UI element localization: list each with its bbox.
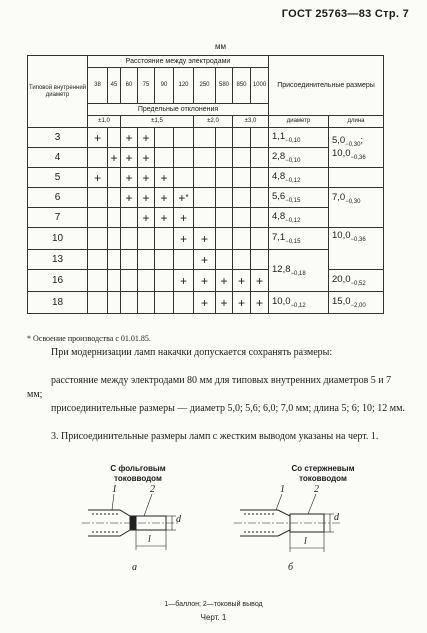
unit-label: мм — [215, 42, 226, 51]
distance-cell: 120 — [174, 68, 194, 104]
len-value: 10,0 — [332, 147, 351, 159]
plus-mark: + — [155, 188, 174, 208]
len-tol: −0,30 — [345, 141, 361, 148]
plus-mark: + — [174, 208, 194, 228]
semicolon: ; — [360, 134, 364, 146]
len-cell — [329, 292, 384, 314]
figure-legend: 1—баллон; 2—токовый вывод — [164, 601, 263, 608]
row-diameter: 13 — [28, 250, 88, 270]
fig-sub-b: б — [288, 562, 294, 573]
dia-cell — [269, 168, 329, 188]
dia-value: 4,8 — [272, 171, 286, 183]
dia-cell — [269, 188, 329, 208]
rod-lamp-figure — [234, 494, 340, 552]
plus-mark: + — [194, 228, 216, 250]
table-row — [28, 128, 384, 148]
dia-value: 10,0 — [272, 296, 291, 308]
table-row — [28, 292, 384, 314]
plus-mark: + — [88, 168, 108, 188]
plus-mark: + — [121, 148, 138, 168]
deviation-cell: ±3,0 — [233, 116, 269, 128]
fig-label-l: l — [148, 534, 151, 545]
row-diameter: 10 — [28, 228, 88, 250]
plus-mark: + — [138, 208, 155, 228]
table-row — [28, 270, 384, 292]
star-mark: * — [185, 192, 189, 202]
fig-label-1: 1 — [280, 484, 285, 495]
paragraph: расстояние между электродами 80 мм для типовых внутренних диаметров 5 и 7 мм; — [27, 375, 392, 400]
dia-tol: −0,15 — [285, 197, 301, 204]
plus-mark: + — [108, 148, 121, 168]
distance-cell: 38 — [88, 68, 108, 104]
len-value: 20,0 — [332, 274, 351, 286]
distance-cell: 580 — [216, 68, 233, 104]
plus-mark: + — [194, 292, 216, 314]
plus-mark: + — [155, 168, 174, 188]
plus-mark: + — [174, 228, 194, 250]
len-value: 5,0 — [332, 134, 346, 146]
dia-value: 5,6 — [272, 191, 286, 203]
figure-right-caption: Со стержневым токовводом — [291, 464, 355, 483]
plus-mark: + — [121, 188, 138, 208]
plus-mark-starred — [174, 188, 194, 208]
paragraph: При модернизации ламп накачки допускается сохранять размеры: — [51, 347, 333, 358]
paragraph: присоединительные размеры — диаметр 5,0; 5,6; 6,0; 7,0 мм; длина 5; 6; 10; 12 мм. — [51, 403, 405, 414]
fig-label-2: 2 — [150, 484, 155, 495]
dia-cell — [269, 292, 329, 314]
dia-tol: −0,12 — [285, 217, 301, 224]
plus-mark: + — [233, 292, 251, 314]
col-typical-diameter: Типовой внутренний диаметр — [28, 56, 88, 128]
len-tol: −0,52 — [350, 280, 366, 287]
len-cell — [329, 128, 384, 168]
dia-value: 4,8 — [272, 211, 286, 223]
row-diameter: 6 — [28, 188, 88, 208]
dia-tol: −0,18 — [290, 270, 306, 277]
plus-mark: + — [155, 208, 174, 228]
len-tol: −0,36 — [350, 236, 366, 243]
figure-left-caption: С фольговым токовводом — [110, 464, 166, 483]
spec-table — [27, 55, 384, 314]
dia-value: 1,1 — [272, 131, 286, 143]
len-cell — [329, 228, 384, 270]
page-header: ГОСТ 25763—83 Стр. 7 — [281, 8, 409, 20]
deviation-cell: ±1,0 — [88, 116, 121, 128]
col-length-header: длина — [329, 116, 384, 128]
row-diameter: 3 — [28, 128, 88, 148]
fig-sub-a: а — [132, 562, 137, 573]
distance-cell: 90 — [155, 68, 174, 104]
paragraph: 3. Присоединительные размеры ламп с жестким выводом указаны на черт. 1. — [51, 431, 379, 442]
dia-tol: −0,10 — [285, 137, 301, 144]
distance-cell: 250 — [194, 68, 216, 104]
plus-mark: + — [194, 270, 216, 292]
distance-cell: 1000 — [251, 68, 269, 104]
row-diameter: 7 — [28, 208, 88, 228]
dia-value: 12,8 — [272, 264, 291, 276]
plus-mark: + — [138, 148, 155, 168]
row-diameter: 4 — [28, 148, 88, 168]
dia-cell — [269, 228, 329, 250]
fig-label-1: 1 — [112, 484, 117, 495]
plus-mark: + — [233, 270, 251, 292]
len-value: 10,0 — [332, 230, 351, 241]
lamp-drawing — [0, 484, 427, 604]
len-value: 15,0 — [332, 296, 351, 308]
foil-lamp-figure — [82, 494, 180, 550]
group-distance-header: Расстояние между электродами — [88, 56, 269, 68]
plus-mark: + — [138, 168, 155, 188]
len-tol: −0,30 — [345, 198, 361, 205]
row-diameter: 5 — [28, 168, 88, 188]
col-diameter-header: диаметр — [269, 116, 329, 128]
dia-value: 2,8 — [272, 151, 286, 163]
plus-mark: + — [178, 190, 186, 205]
dia-cell — [269, 128, 329, 148]
plus-mark: + — [251, 292, 269, 314]
plus-mark: + — [138, 128, 155, 148]
len-value: 7,0 — [332, 192, 346, 203]
footnote: * Освоение производства с 01.01.85. — [27, 334, 151, 343]
fig-label-d: d — [334, 512, 339, 523]
plus-mark: + — [88, 128, 108, 148]
dia-tol: −0,12 — [285, 177, 301, 184]
plus-mark: + — [251, 270, 269, 292]
plus-mark: + — [121, 168, 138, 188]
group-connect-header: Присоединительные размеры — [269, 56, 384, 116]
deviation-cell: ±1,5 — [121, 116, 194, 128]
dia-tol: −0,12 — [290, 302, 306, 309]
fig-label-l: l — [304, 536, 307, 547]
dia-tol: −0,15 — [285, 238, 301, 245]
plus-mark: + — [194, 250, 216, 270]
row-diameter: 16 — [28, 270, 88, 292]
plus-mark: + — [138, 188, 155, 208]
distance-cell: 45 — [108, 68, 121, 104]
distance-cell: 75 — [138, 68, 155, 104]
plus-mark: + — [216, 270, 233, 292]
fig-label-2: 2 — [314, 484, 319, 495]
table-row — [28, 168, 384, 188]
plus-mark: + — [121, 128, 138, 148]
len-tol: −2,00 — [350, 302, 366, 309]
distance-cell: 850 — [233, 68, 251, 104]
fig-label-d: d — [176, 514, 181, 525]
len-cell — [329, 270, 384, 292]
dia-tol: −0,10 — [285, 157, 301, 164]
group-deviation-header: Предельные отклонения — [88, 104, 269, 116]
figure-title: Черт. 1 — [200, 613, 227, 622]
plus-mark: + — [216, 292, 233, 314]
len-tol: −0,36 — [350, 154, 366, 161]
row-diameter: 18 — [28, 292, 88, 314]
dia-cell — [269, 148, 329, 168]
table-row — [28, 228, 384, 250]
distance-cell: 60 — [121, 68, 138, 104]
plus-mark: + — [174, 270, 194, 292]
table-row — [28, 188, 384, 208]
deviation-cell: ±2,0 — [194, 116, 233, 128]
len-cell — [329, 188, 384, 228]
dia-cell — [269, 250, 329, 292]
dia-value: 7,1 — [272, 232, 286, 244]
dia-cell — [269, 208, 329, 228]
